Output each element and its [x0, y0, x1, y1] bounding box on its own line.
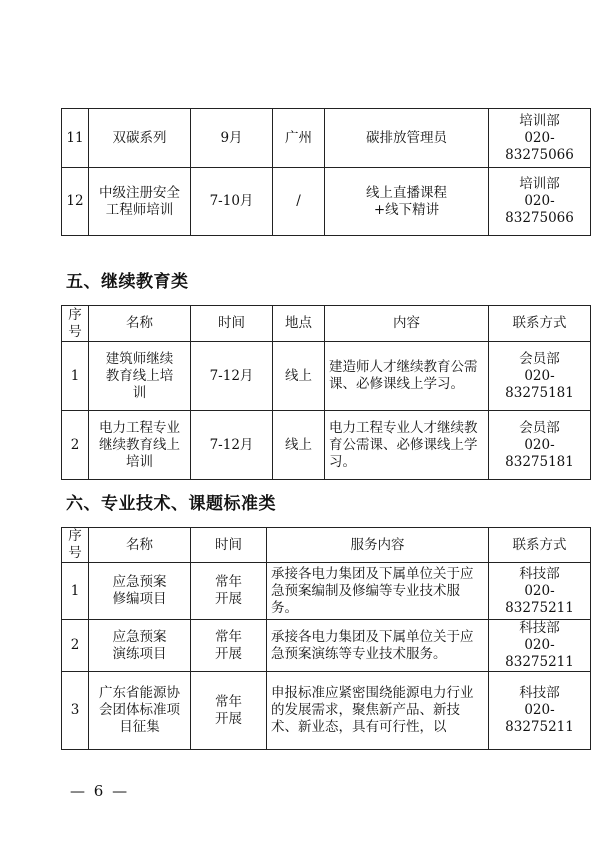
row-time: 7-10月: [191, 168, 273, 236]
row-content: 申报标准应紧密围绕能源电力行业的发展需求，聚焦新产品、新技术、新业态，具有可行性，以: [267, 672, 489, 750]
row-name: 电力工程专业继续教育线上培训: [89, 411, 191, 480]
row-contact: [489, 620, 591, 672]
contact-phone: 020-83275066: [505, 193, 574, 226]
contact-phone: 020-83275181: [505, 436, 574, 470]
page-number: — 6 —: [70, 782, 130, 800]
row-number: 11: [62, 109, 89, 168]
row-contact: [489, 109, 591, 168]
table-row: [62, 342, 591, 411]
row-name: 建筑师继续教育线上培训: [89, 342, 191, 411]
row-time: 7-12月: [191, 411, 273, 480]
row-contact: [489, 411, 591, 480]
row-time: 7-12月: [191, 342, 273, 411]
row-content: 线上直播课程+线下精讲: [325, 168, 489, 236]
row-time: 常年开展: [191, 620, 267, 672]
row-contact: [489, 168, 591, 236]
header-name: 名称: [89, 306, 191, 342]
contact-phone: 020-83275066: [505, 129, 574, 163]
contact-phone: 020-83275181: [505, 367, 574, 401]
row-number: 2: [62, 620, 89, 672]
contact-dept: 培训部: [519, 112, 560, 129]
header-time: 时间: [191, 528, 267, 563]
table-row: [62, 672, 591, 750]
header-number: 序号: [62, 306, 89, 342]
table-header-row: [62, 528, 591, 563]
header-content: 内容: [325, 306, 489, 342]
row-number: 12: [62, 168, 89, 236]
contact-phone: 020-83275211: [505, 702, 574, 735]
header-place: 地点: [273, 306, 325, 342]
continuing-education-table: [61, 305, 591, 480]
header-contact: 联系方式: [489, 306, 591, 342]
training-table-continued: [61, 108, 591, 236]
header-content: 服务内容: [267, 528, 489, 563]
table-row: [62, 563, 591, 620]
row-content: 碳排放管理员: [325, 109, 489, 168]
technical-standards-table: [61, 527, 591, 750]
row-place: 线上: [273, 411, 325, 480]
contact-dept: 会员部: [519, 350, 560, 367]
row-content: 电力工程专业人才继续教育公需课、必修课线上学习。: [325, 411, 489, 480]
header-number: 序号: [62, 528, 89, 563]
row-time: 常年开展: [191, 672, 267, 750]
row-name: 广东省能源协会团体标准项目征集: [89, 672, 191, 750]
row-name: 双碳系列: [89, 109, 191, 168]
row-name: 中级注册安全工程师培训: [89, 168, 191, 236]
contact-dept: 科技部: [519, 685, 560, 701]
row-contact: [489, 342, 591, 411]
contact-phone: 020-83275211: [505, 637, 574, 670]
row-number: 1: [62, 342, 89, 411]
row-content: 承接各电力集团及下属单位关于应急预案演练等专业技术服务。: [267, 620, 489, 672]
section-heading-continuing-education: 五、继续教育类: [66, 272, 189, 292]
table-row: [62, 168, 591, 236]
row-time: 常年开展: [191, 563, 267, 620]
row-contact: [489, 672, 591, 750]
row-number: 2: [62, 411, 89, 480]
row-place: 线上: [273, 342, 325, 411]
row-contact: [489, 563, 591, 620]
row-content: 承接各电力集团及下属单位关于应急预案编制及修编等专业技术服务。: [267, 563, 489, 620]
contact-dept: 科技部: [519, 565, 560, 582]
row-name: 应急预案演练项目: [89, 620, 191, 672]
header-time: 时间: [191, 306, 273, 342]
contact-dept: 会员部: [519, 419, 560, 436]
header-contact: 联系方式: [489, 528, 591, 563]
row-content: 建造师人才继续教育公需课、必修课线上学习。: [325, 342, 489, 411]
table-row: [62, 620, 591, 672]
contact-dept: 科技部: [519, 620, 560, 636]
table-row: [62, 109, 591, 168]
section-heading-technical-standards: 六、专业技术、课题标准类: [66, 494, 276, 514]
row-time: 9月: [191, 109, 273, 168]
row-place: /: [273, 168, 325, 236]
table-header-row: [62, 306, 591, 342]
row-number: 1: [62, 563, 89, 620]
row-name: 应急预案修编项目: [89, 563, 191, 620]
contact-dept: 培训部: [519, 176, 560, 192]
header-name: 名称: [89, 528, 191, 563]
row-place: 广州: [273, 109, 325, 168]
row-number: 3: [62, 672, 89, 750]
contact-phone: 020-83275211: [505, 582, 574, 616]
table-row: [62, 411, 591, 480]
